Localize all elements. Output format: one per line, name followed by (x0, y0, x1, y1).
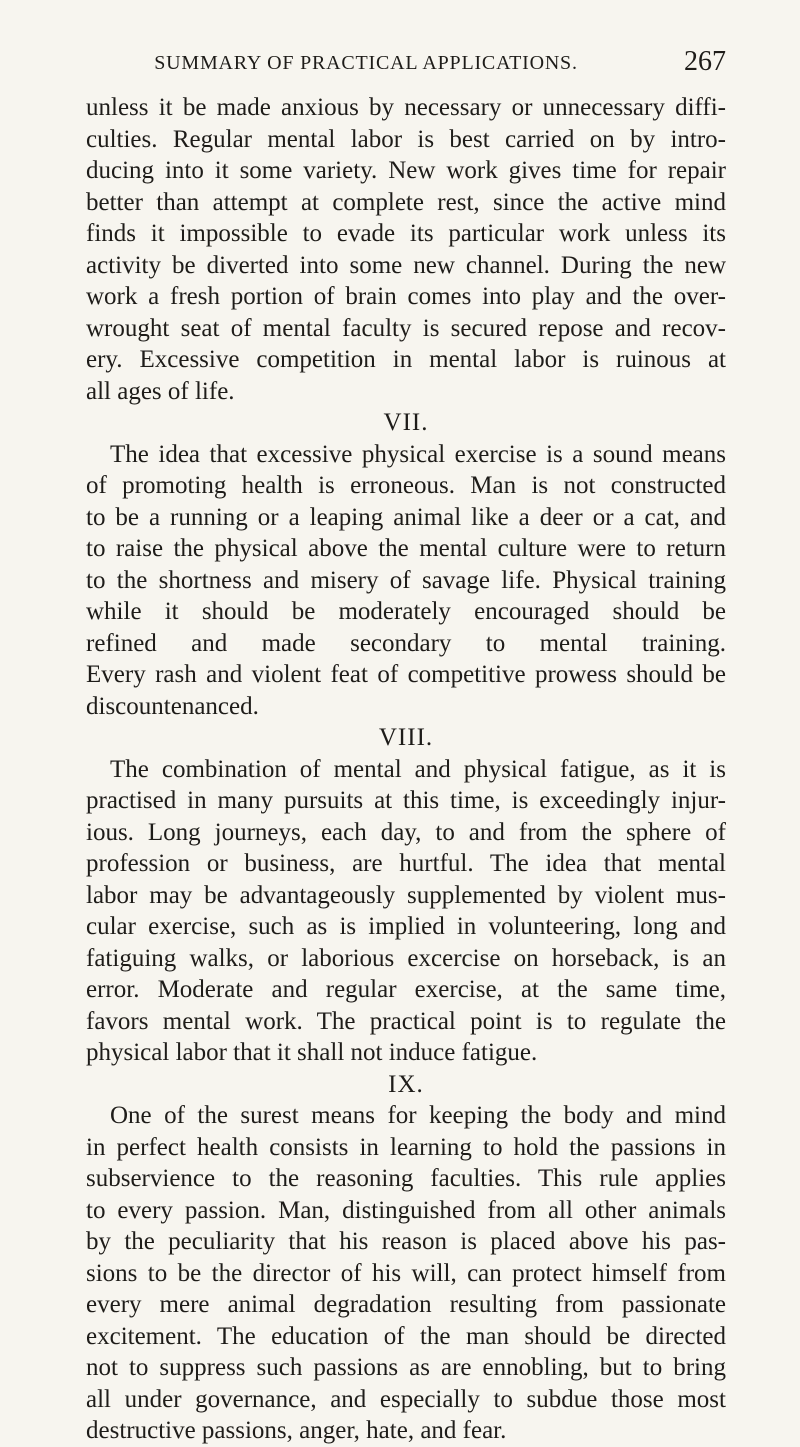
text-line: practised in many pursuits at this time, is exceedingly injur- (86, 787, 726, 814)
section-heading-vii: VII. (383, 409, 429, 436)
text-line: of promoting health is erroneous. Man is not constructed (86, 472, 726, 499)
text-line: ery. Excessive competition in mental labor is ruinous at (86, 346, 726, 373)
text-line: to be a running or a leaping animal like a deer or a cat, and (86, 503, 726, 531)
running-head: SUMMARY OF PRACTICAL APPLICATIONS. (154, 52, 578, 74)
paragraph-ix (86, 1100, 726, 1447)
text-line: by the peculiarity that his reason is placed above his pas- (86, 1228, 726, 1255)
page-number: 267 (684, 46, 726, 77)
text-line: cular exercise, such as is implied in volunteering, long and (86, 913, 726, 940)
text-line: favors mental work. The practical point is to regulate the (86, 1007, 726, 1035)
text-line: activity be diverted into some new channel. During the new (86, 251, 726, 279)
text-line: work a fresh portion of brain comes into play and the over- (86, 283, 726, 310)
text-line: to every passion. Man, distinguished from all other animals (86, 1196, 726, 1224)
text-line: destructive passions, anger, hate, and fear. (86, 1417, 507, 1444)
text-line: unless it be made anxious by necessary or unnecessary diffi- (86, 94, 726, 121)
paragraph-viii (86, 754, 726, 1069)
text-line: all ages of life. (86, 377, 235, 405)
text-line: labor may be advantageously supplemented by violent mus- (86, 881, 726, 909)
text-line: better than attempt at complete rest, since the active mind (86, 188, 726, 216)
text-line: culties. Regular mental labor is best carried on by intro- (86, 125, 726, 153)
text-line: ious. Long journeys, each day, to and from the sphere of (86, 818, 726, 846)
text-line: refined and made secondary to mental training. (86, 629, 726, 657)
text-line: excitement. The education of the man should be directed (86, 1322, 726, 1350)
text-line: discountenanced. (86, 692, 259, 720)
text-line: in perfect health consists in learning to hold the passions in (86, 1133, 726, 1161)
text-line: The idea that excessive physical exercise is a sound means (110, 440, 726, 468)
body-text (86, 92, 726, 1447)
page-header (86, 44, 726, 84)
text-line: to raise the physical above the mental culture were to return (86, 535, 726, 562)
text-line: One of the surest means for keeping the body and mind (110, 1102, 726, 1129)
text-line: profession or business, are hurtful. The idea that mental (86, 850, 726, 877)
text-line: while it should be moderately encouraged should be (86, 598, 726, 625)
text-line: Every rash and violent feat of competitive prowess should be (86, 661, 726, 688)
text-line: ducing into it some variety. New work gives time for repair (86, 157, 726, 184)
text-line: The combination of mental and physical fatigue, as it is (110, 755, 726, 783)
text-line: fatiguing walks, or laborious excercise on horseback, is an (86, 944, 726, 972)
text-line: wrought seat of mental faculty is secured repose and recov- (86, 314, 726, 342)
text-line: to the shortness and misery of savage life. Physical training (86, 566, 726, 594)
text-line: all under governance, and especially to subdue those most (86, 1385, 726, 1413)
paragraph-vii (86, 439, 726, 723)
section-heading-ix: IX. (388, 1070, 424, 1098)
text-line: finds it impossible to evade its particular work unless its (86, 220, 726, 247)
section-heading-viii: VIII. (378, 724, 434, 751)
text-line: sions to be the director of his will, can protect himself from (86, 1259, 726, 1287)
text-line: every mere animal degradation resulting from passionate (86, 1291, 726, 1318)
paragraph-continuation (86, 92, 726, 407)
text-line: error. Moderate and regular exercise, at the same time, (86, 976, 726, 1003)
text-line: physical labor that it shall not induce fatigue. (86, 1039, 538, 1066)
text-line: not to suppress such passions as are ennobling, but to bring (86, 1354, 726, 1381)
text-line: subservience to the reasoning faculties. This rule applies (86, 1165, 726, 1192)
